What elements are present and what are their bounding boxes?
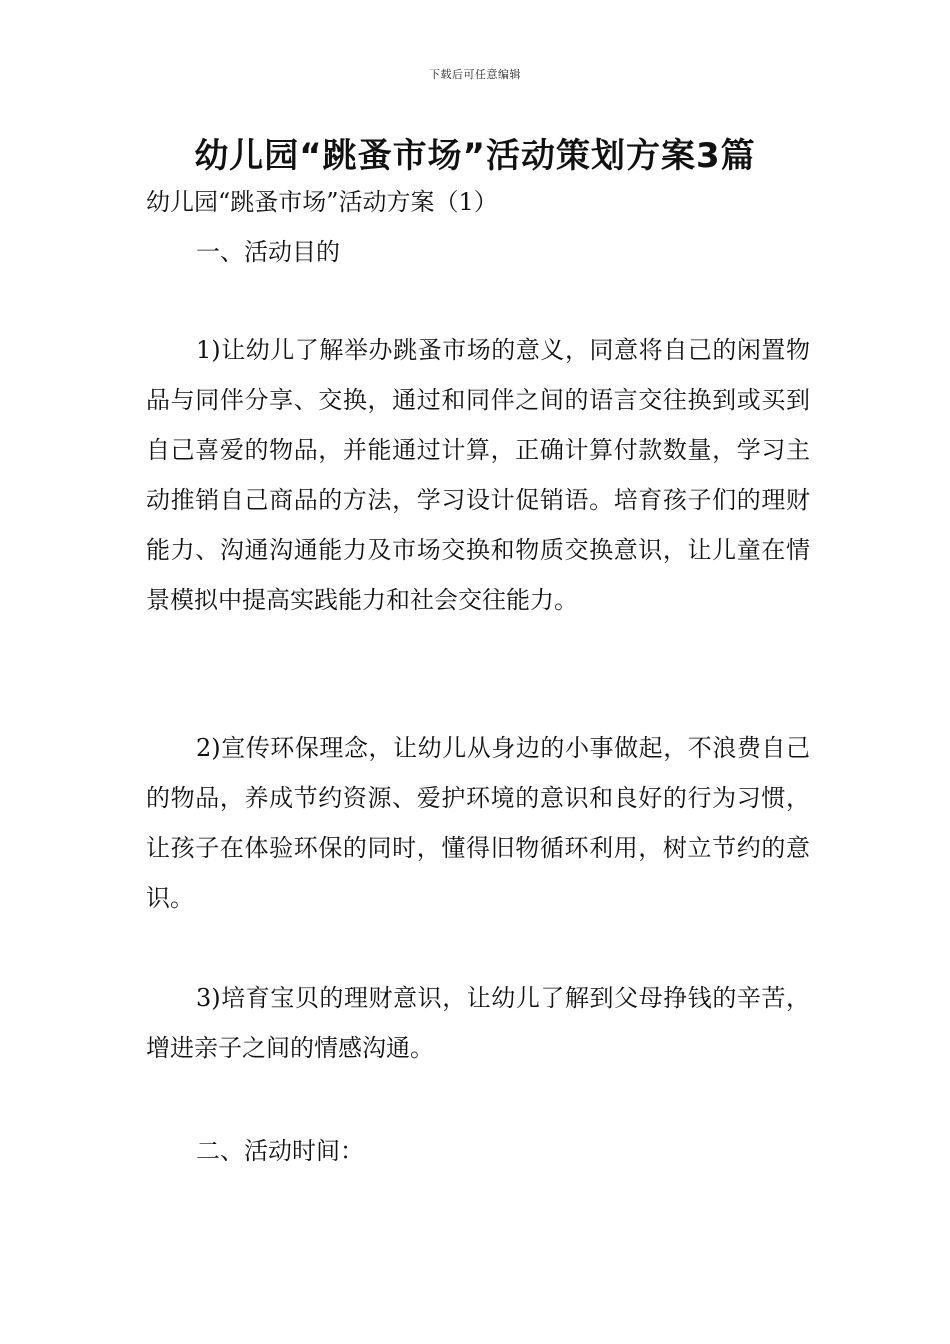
paragraph-purpose-2: 2)宣传环保理念，让幼儿从身边的小事做起，不浪费自己的物品，养成节约资源、爱护环境的意识和良好的行为习惯，让孩子在体验环保的同时，懂得旧物循环利用，树立节约的意识。: [146, 734, 810, 912]
section-heading-time: 二、活动时间：: [196, 1137, 364, 1165]
paragraph-purpose-1: 1)让幼儿了解举办跳蚤市场的意义，同意将自己的闲置物品与同伴分享、交换，通过和同伴之间的语言交往换到或买到自己喜爱的物品，并能通过计算，正确计算付款数量，学习主动推销自己商品的方法，学习设计促销语。培育孩子们的理财能力、沟通沟通能力及市场交换和物质交换意识，让儿童在情景模拟中提高实践能力和社会交往能力。: [146, 336, 810, 614]
header-note: 下载后可任意编辑: [429, 68, 521, 81]
section-heading-purpose: 一、活动目的: [196, 238, 340, 266]
paragraph-purpose-3: 3)培育宝贝的理财意识，让幼儿了解到父母挣钱的辛苦，增进亲子之间的情感沟通。: [146, 984, 810, 1062]
document-title: 幼儿园“跳蚤市场”活动策划方案3篇: [194, 136, 756, 176]
document-subtitle: 幼儿园“跳蚤市场”活动方案（1）: [146, 188, 498, 216]
